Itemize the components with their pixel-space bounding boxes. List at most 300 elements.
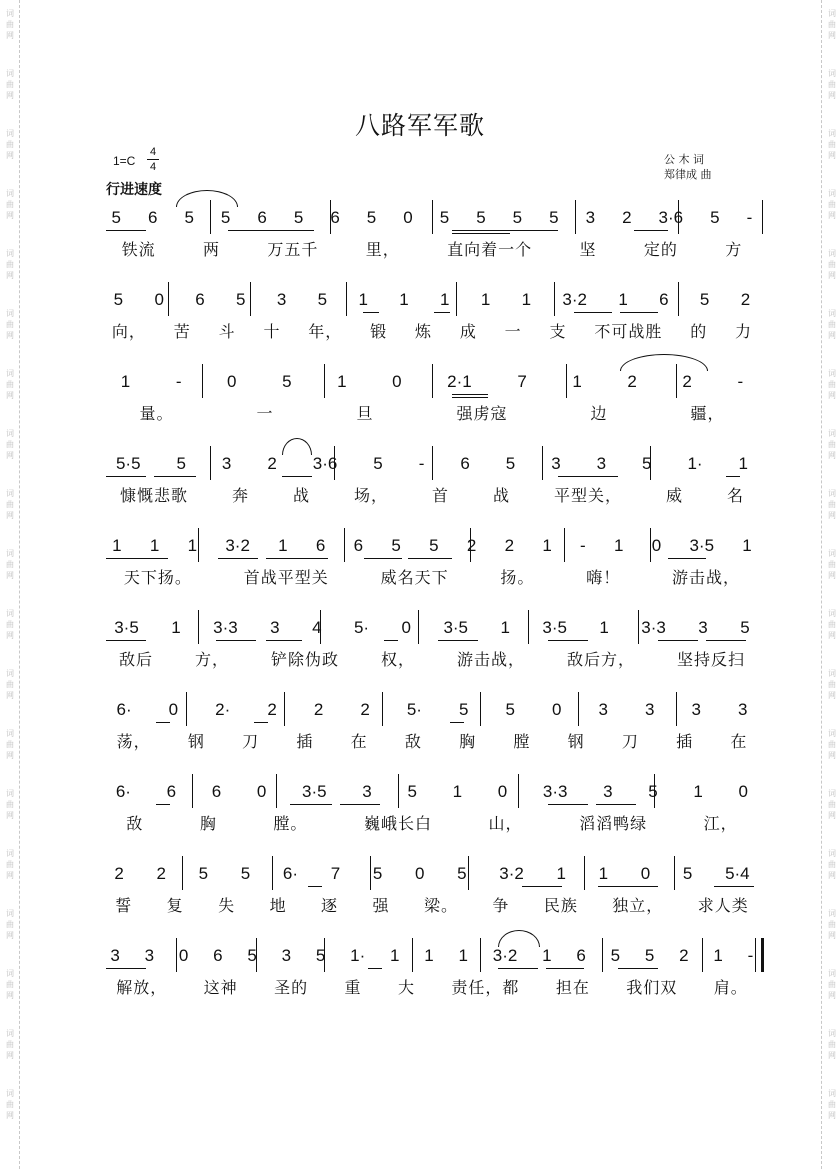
watermark: 词 曲 网	[6, 549, 14, 580]
notation-row	[98, 614, 766, 642]
note-token: 2	[627, 372, 637, 391]
note-token: 5	[391, 536, 401, 555]
note-token: 1	[358, 290, 368, 309]
lyric-token: 两	[203, 239, 221, 259]
watermark: 词 曲 网	[828, 849, 836, 880]
lyric-token: 滔滔鸭绿	[579, 813, 648, 833]
lyrics-row	[98, 810, 766, 834]
note-token: 3	[281, 946, 292, 965]
note-token: 1	[542, 946, 552, 965]
notation-row	[98, 696, 766, 724]
note-token: 3	[737, 700, 748, 719]
notation-row	[98, 286, 766, 314]
lyric-token: 锻	[370, 321, 388, 341]
note-token: 5	[111, 208, 121, 227]
lyric-token: 钢	[187, 731, 205, 751]
note-token: 5	[699, 290, 710, 309]
lyric-token: 失	[218, 895, 236, 915]
note-token: 3·2	[562, 290, 587, 309]
note-token: 3	[596, 454, 607, 473]
note-token: 1	[187, 536, 198, 555]
watermark: 词 曲 网	[6, 969, 14, 1000]
key-signature: 1=C	[113, 154, 136, 168]
note-token: 5	[373, 454, 383, 473]
note-token: 6	[166, 782, 177, 801]
note-token: 5	[710, 208, 720, 227]
notation-row	[98, 860, 766, 888]
note-token: 1	[742, 536, 752, 555]
note-token: 1	[452, 782, 463, 801]
time-denominator: 4	[149, 161, 157, 173]
note-token: 1	[278, 536, 288, 555]
time-signature	[147, 146, 159, 173]
watermark: 词 曲 网	[828, 549, 836, 580]
note-token: 3	[362, 782, 372, 801]
note-token: 5	[315, 946, 326, 965]
note-token: 5	[642, 454, 652, 473]
watermark: 词 曲 网	[828, 129, 836, 160]
note-token: 1	[713, 946, 723, 965]
note-token: 7	[517, 372, 527, 391]
note-token: 5	[740, 618, 750, 637]
score-system	[98, 696, 766, 776]
lyric-token: 在	[730, 731, 748, 751]
lyric-token: 大	[397, 977, 415, 997]
note-token: 2	[313, 700, 324, 719]
note-token: 0	[738, 782, 748, 801]
lyric-token: 担在	[555, 977, 590, 997]
lyric-token: 量。	[139, 403, 174, 423]
lyric-token: 民族	[543, 895, 578, 915]
note-token: 3·5	[542, 618, 567, 637]
note-token: 7	[330, 864, 341, 883]
lyric-token: 巍峨长白	[363, 813, 432, 833]
note-token: 5	[476, 208, 486, 227]
lyric-token: 边	[590, 403, 608, 423]
watermark: 词 曲 网	[6, 429, 14, 460]
lyric-token: 胸	[199, 813, 217, 833]
watermark: 词 曲 网	[6, 1089, 14, 1120]
note-token: 5	[457, 864, 467, 883]
lyric-token: 扬。	[500, 567, 535, 587]
note-token: 1	[337, 372, 347, 391]
note-token: 3·6	[658, 208, 684, 227]
lyric-token: 方，	[194, 649, 229, 669]
note-token: 1	[618, 290, 628, 309]
note-token: -	[418, 454, 425, 473]
note-token: -	[175, 372, 182, 391]
watermark: 词 曲 网	[6, 1029, 14, 1060]
note-token: 0	[497, 782, 508, 801]
lyric-token: 里，	[365, 239, 400, 259]
lyric-token: 苦	[173, 321, 191, 341]
note-token: 1	[120, 372, 131, 391]
lyric-token: 支	[549, 321, 567, 341]
note-token: 5	[505, 700, 515, 719]
notation-row	[98, 368, 766, 396]
lyric-token: 荡，	[116, 731, 151, 751]
watermark: 词 曲 网	[6, 129, 14, 160]
lyric-token: 向，	[111, 321, 146, 341]
watermark: 词 曲 网	[6, 789, 14, 820]
note-token: 1	[440, 290, 450, 309]
note-token: 0	[154, 290, 164, 309]
note-token: 1	[480, 290, 491, 309]
lyric-token: 坚	[579, 239, 597, 259]
lyric-token: 铲除伪政	[270, 649, 339, 669]
note-token: 0	[414, 864, 425, 883]
lyric-token: 山，	[488, 813, 523, 833]
note-token: 3·3	[213, 618, 238, 637]
lyrics-row	[98, 564, 766, 588]
note-token: 3·2	[499, 864, 524, 883]
tempo-marking: 行进速度	[106, 182, 162, 198]
lyric-token: 铁流	[121, 239, 156, 259]
note-token: 1	[738, 454, 748, 473]
note-token: 5	[220, 208, 231, 227]
lyric-token: 独立，	[612, 895, 664, 915]
lyric-token: 威名天下	[380, 567, 449, 587]
note-token: 2	[360, 700, 370, 719]
note-token: 0	[392, 372, 402, 391]
lyric-token: 逐	[321, 895, 339, 915]
note-token: 3	[698, 618, 708, 637]
note-token: 5	[458, 700, 469, 719]
song-title: 八路军军歌	[354, 111, 485, 140]
lyric-token: 在	[350, 731, 368, 751]
note-token: 5	[113, 290, 124, 309]
watermark: 词 曲 网	[6, 9, 14, 40]
lyric-token: 权，	[380, 649, 415, 669]
note-token: 6	[213, 946, 223, 965]
note-token: 5	[512, 208, 523, 227]
note-token: 3	[598, 700, 608, 719]
watermark: 词 曲 网	[828, 609, 836, 640]
lyric-token: 一	[256, 403, 274, 423]
note-token: -	[746, 208, 753, 227]
lyrics-row	[98, 400, 766, 424]
lyricist-credit: 公 木 词	[664, 153, 704, 166]
score-system	[98, 614, 766, 694]
note-token: 3	[585, 208, 596, 227]
lyric-token: 敌后方，	[566, 649, 635, 669]
note-token: 1	[112, 536, 122, 555]
note-token: 2	[156, 864, 166, 883]
note-token: 5	[176, 454, 186, 473]
watermark: 词 曲 网	[828, 729, 836, 760]
note-token: 6	[195, 290, 205, 309]
lyric-token: 首	[431, 485, 449, 505]
note-token: 0	[640, 864, 651, 883]
note-token: 5·4	[725, 864, 750, 883]
note-token: 1	[399, 290, 409, 309]
lyric-token: 方	[725, 239, 743, 259]
note-token: 3	[144, 946, 155, 965]
note-token: 5	[317, 290, 328, 309]
lyric-token: 我们双	[626, 977, 678, 997]
watermark: 词 曲 网	[828, 429, 836, 460]
note-token: 3	[644, 700, 655, 719]
lyric-token: 梁。	[423, 895, 458, 915]
lyrics-row	[98, 236, 766, 260]
note-token: 2	[682, 372, 692, 391]
lyric-token: 强	[372, 895, 390, 915]
note-token: 1·	[687, 454, 703, 473]
score-system	[98, 368, 766, 448]
note-token: 5·5	[115, 454, 141, 473]
lyric-token: 敌	[126, 813, 144, 833]
note-token: 3·5	[443, 618, 469, 637]
lyric-token: 年，	[308, 321, 343, 341]
lyric-token: 肩。	[713, 977, 748, 997]
note-token: 6	[315, 536, 326, 555]
watermark: 词 曲 网	[828, 69, 836, 100]
watermark: 词 曲 网	[828, 1089, 836, 1120]
watermark: 词 曲 网	[6, 669, 14, 700]
note-token: 3	[221, 454, 232, 473]
note-token: 6	[147, 208, 158, 227]
lyrics-row	[98, 892, 766, 916]
note-token: 5	[429, 536, 439, 555]
credits	[664, 152, 712, 182]
lyric-token: 游击战，	[672, 567, 741, 587]
note-token: 0	[403, 208, 413, 227]
watermark: 词 曲 网	[828, 489, 836, 520]
note-token: 6·	[116, 700, 132, 719]
lyric-token: 胸	[459, 731, 477, 751]
lyric-token: 疆，	[690, 403, 725, 423]
lyric-token: 刀	[621, 731, 639, 751]
note-token: -	[580, 536, 586, 555]
lyric-token: 一	[504, 321, 522, 341]
note-token: 5	[439, 208, 450, 227]
lyric-token: 游击战，	[456, 649, 525, 669]
note-token: 0	[256, 782, 267, 801]
note-token: 5	[240, 864, 251, 883]
note-token: 3·6	[312, 454, 338, 473]
lyric-token: 炼	[414, 321, 432, 341]
lyric-token: 战	[292, 485, 310, 505]
lyric-token: 圣的	[274, 977, 309, 997]
note-token: 1	[599, 618, 609, 637]
watermark: 词 曲 网	[828, 1029, 836, 1060]
note-token: 5	[372, 864, 383, 883]
note-token: 5	[366, 208, 377, 227]
lyric-token: 插	[676, 731, 694, 751]
note-token: 3·2	[492, 946, 518, 965]
note-token: 3·5	[689, 536, 715, 555]
lyric-token: 战	[492, 485, 510, 505]
lyric-token: 斗	[218, 321, 236, 341]
note-token: 1	[521, 290, 532, 309]
note-token: 3·5	[114, 618, 139, 637]
composer-credit: 郑律成 曲	[664, 168, 712, 181]
note-token: 3·3	[542, 782, 568, 801]
lyric-token: 复	[166, 895, 184, 915]
lyric-token: 这神	[203, 977, 238, 997]
watermark: 词 曲 网	[828, 969, 836, 1000]
note-token: 2	[267, 700, 277, 719]
note-token: 2·	[215, 700, 231, 719]
notation-row	[98, 942, 766, 970]
note-token: 3	[691, 700, 701, 719]
time-numerator: 4	[149, 146, 157, 158]
note-token: 3	[276, 290, 287, 309]
watermark: 词 曲 网	[828, 909, 836, 940]
note-token: 0	[651, 536, 662, 555]
lyric-token: 首战平型关	[243, 567, 329, 587]
watermark: 词 曲 网	[6, 909, 14, 940]
note-token: 5	[682, 864, 693, 883]
lyric-token: 重	[344, 977, 362, 997]
lyrics-row	[98, 318, 766, 342]
lyric-token: 的	[690, 321, 708, 341]
watermark: 词 曲 网	[828, 309, 836, 340]
watermark: 词 曲 网	[6, 69, 14, 100]
lyric-token: 坚持反扫	[676, 649, 745, 669]
watermark: 词 曲 网	[6, 729, 14, 760]
note-token: 1	[390, 946, 400, 965]
lyrics-row	[98, 974, 766, 998]
lyric-token: 膛。	[273, 813, 308, 833]
score-system	[98, 450, 766, 530]
note-token: 1	[693, 782, 703, 801]
fraction-bar	[147, 159, 159, 160]
note-token: 5	[198, 864, 209, 883]
lyric-token: 钢	[567, 731, 585, 751]
score-system	[98, 204, 766, 284]
note-token: 5	[505, 454, 516, 473]
lyric-token: 直向着一个	[447, 239, 533, 259]
watermark: 词 曲 网	[6, 369, 14, 400]
notation-row	[98, 778, 766, 806]
lyric-token: 敌后	[118, 649, 153, 669]
lyric-token: 定的	[643, 239, 678, 259]
note-token: 6	[659, 290, 669, 309]
note-token: 6	[211, 782, 222, 801]
note-token: 1	[458, 946, 469, 965]
watermark: 词 曲 网	[828, 249, 836, 280]
score-system	[98, 860, 766, 940]
note-token: 6·	[282, 864, 299, 883]
watermark: 词 曲 网	[6, 189, 14, 220]
note-token: 4	[312, 618, 322, 637]
lyric-token: 力	[735, 321, 753, 341]
note-token: 3	[110, 946, 120, 965]
lyric-token: 誓	[115, 895, 133, 915]
right-dashed-line	[821, 0, 822, 1169]
note-token: 2	[466, 536, 477, 555]
note-token: 3·3	[641, 618, 666, 637]
watermark: 词 曲 网	[828, 669, 836, 700]
lyric-token: 名	[726, 485, 744, 505]
lyric-token: 强虏寇	[456, 403, 508, 423]
watermark: 词 曲 网	[828, 369, 836, 400]
note-token: 3	[551, 454, 561, 473]
lyric-token: 不可战胜	[594, 321, 663, 341]
lyric-token: 解放，	[116, 977, 168, 997]
note-token: -	[747, 946, 754, 965]
lyric-token: 插	[296, 731, 314, 751]
beam-underline	[452, 233, 510, 234]
note-token: 5	[247, 946, 257, 965]
note-token: 1	[171, 618, 181, 637]
lyric-token: 场，	[353, 485, 388, 505]
lyric-token: 成	[459, 321, 477, 341]
note-token: -	[737, 372, 744, 391]
note-token: 1	[613, 536, 624, 555]
note-token: 0	[178, 946, 189, 965]
watermark: 词 曲 网	[6, 489, 14, 520]
note-token: 1	[149, 536, 160, 555]
note-token: 1	[572, 372, 582, 391]
lyric-token: 天下扬。	[123, 567, 192, 587]
note-token: 5	[610, 946, 621, 965]
right-margin	[818, 0, 840, 1169]
note-token: 6	[460, 454, 470, 473]
watermark: 词 曲 网	[6, 309, 14, 340]
score-system	[98, 532, 766, 612]
lyric-token: 膛	[513, 731, 531, 751]
note-token: 1	[598, 864, 609, 883]
note-token: 6·	[115, 782, 131, 801]
lyric-token: 旦	[356, 403, 374, 423]
lyrics-row	[98, 646, 766, 670]
watermark: 词 曲 网	[828, 789, 836, 820]
lyric-token: 刀	[242, 731, 260, 751]
note-token: 3	[603, 782, 613, 801]
lyric-token: 敌	[404, 731, 422, 751]
watermark: 词 曲 网	[6, 249, 14, 280]
note-token: 3·5	[302, 782, 327, 801]
score-system	[98, 778, 766, 858]
note-token: 0	[551, 700, 562, 719]
lyric-token: 威	[665, 485, 683, 505]
lyric-token: 十	[263, 321, 281, 341]
note-token: 2	[267, 454, 277, 473]
beam-underline	[452, 397, 488, 398]
lyric-token: 江，	[703, 813, 738, 833]
note-token: 5	[549, 208, 559, 227]
notation-row	[98, 450, 766, 478]
lyric-token: 嗨！	[586, 567, 621, 587]
lyric-token: 责任，都	[451, 977, 520, 997]
notation-row	[98, 204, 766, 232]
note-token: 1·	[350, 946, 366, 965]
watermark: 词 曲 网	[828, 189, 836, 220]
note-token: 5	[407, 782, 417, 801]
note-token: 3	[270, 618, 280, 637]
watermark: 词 曲 网	[828, 9, 836, 40]
lyric-token: 争	[492, 895, 510, 915]
lyrics-row	[98, 728, 766, 752]
watermark: 词 曲 网	[6, 609, 14, 640]
note-token: 0	[401, 618, 411, 637]
note-token: 5	[236, 290, 246, 309]
note-token: 2	[622, 208, 632, 227]
lyric-token: 奔	[231, 485, 249, 505]
note-token: 1	[424, 946, 434, 965]
note-token: 6	[576, 946, 586, 965]
note-token: 0	[168, 700, 179, 719]
lyrics-row	[98, 482, 766, 506]
note-token: 5·	[353, 618, 370, 637]
note-token: 5	[644, 946, 655, 965]
note-token: 6	[353, 536, 364, 555]
note-token: 1	[556, 864, 566, 883]
note-token: 1	[542, 536, 552, 555]
lyric-token: 地	[269, 895, 287, 915]
